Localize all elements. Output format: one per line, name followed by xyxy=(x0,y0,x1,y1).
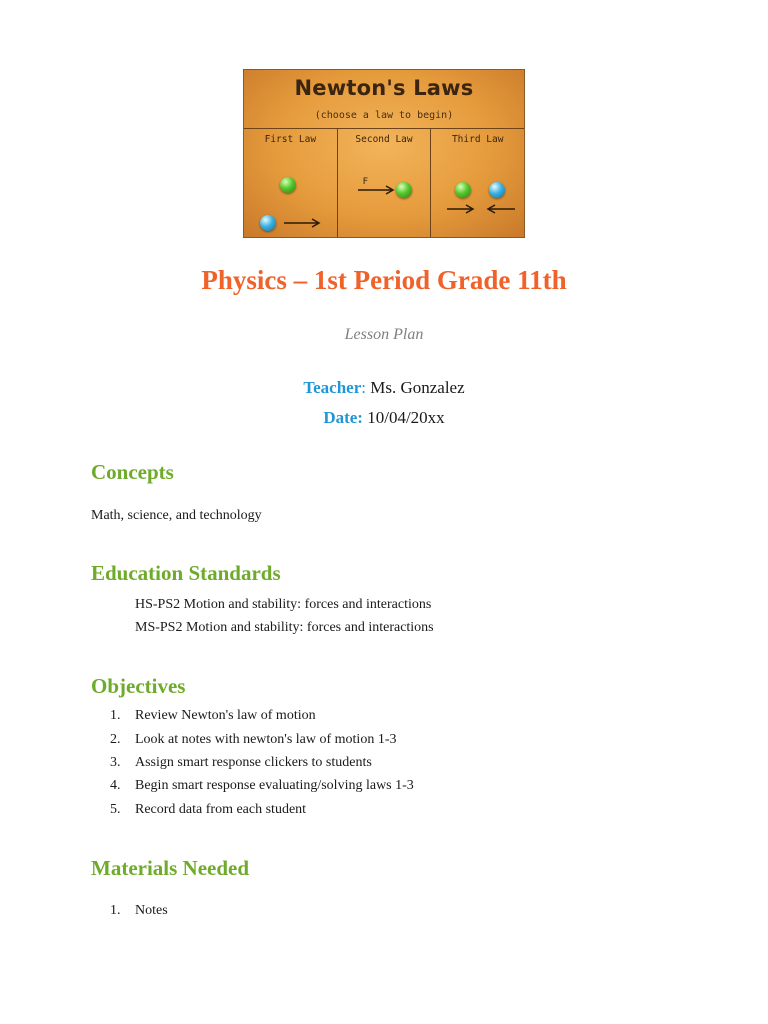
date-label: Date: xyxy=(323,408,363,427)
list-number: 5. xyxy=(110,802,121,817)
law-panels xyxy=(244,128,524,237)
blue-ball-icon xyxy=(489,182,505,198)
list-text: Look at notes with newton's law of motion 1-3 xyxy=(135,732,397,747)
list-text: Record data from each student xyxy=(135,802,307,817)
blue-ball-icon xyxy=(260,215,276,231)
image-subtitle: (choose a law to begin) xyxy=(314,110,454,121)
green-ball-icon xyxy=(396,182,412,198)
standards-heading: Education Standards xyxy=(91,561,281,585)
teacher-colon: : xyxy=(361,378,366,397)
materials-heading: Materials Needed xyxy=(91,856,250,880)
third-law-label: Third Law xyxy=(451,134,504,145)
green-ball-icon xyxy=(455,182,471,198)
newtons-laws-image xyxy=(243,69,525,238)
list-text: Notes xyxy=(135,903,168,918)
first-law-panel xyxy=(244,129,338,237)
force-label: F xyxy=(362,177,369,187)
document-title: Physics – 1st Period Grade 11th xyxy=(201,265,567,295)
list-text: Assign smart response clickers to students xyxy=(135,755,372,770)
document-subtitle: Lesson Plan xyxy=(344,326,424,343)
arrow-right-icon xyxy=(445,203,477,215)
date-line xyxy=(0,408,768,428)
first-law-label: First Law xyxy=(264,134,317,145)
arrow-left-icon xyxy=(485,203,517,215)
image-title: Newton's Laws xyxy=(294,76,474,100)
force-arrow-icon xyxy=(356,183,398,197)
arrow-right-icon xyxy=(282,217,324,229)
standard-item: MS-PS2 Motion and stability: forces and interactions xyxy=(135,620,434,635)
list-number: 3. xyxy=(110,755,121,770)
objectives-heading: Objectives xyxy=(91,674,186,698)
second-law-panel xyxy=(338,129,432,237)
list-text: Begin smart response evaluating/solving laws 1-3 xyxy=(135,778,414,793)
concepts-text: Math, science, and technology xyxy=(91,508,262,523)
list-number: 2. xyxy=(110,732,121,747)
teacher-value: Ms. Gonzalez xyxy=(370,378,465,397)
list-text: Review Newton's law of motion xyxy=(135,708,316,723)
teacher-line xyxy=(0,378,768,398)
standard-item: HS-PS2 Motion and stability: forces and interactions xyxy=(135,597,432,612)
list-number: 1. xyxy=(110,903,121,918)
date-value: 10/04/20xx xyxy=(367,408,445,427)
second-law-label: Second Law xyxy=(355,134,413,145)
list-number: 1. xyxy=(110,708,121,723)
green-ball-icon xyxy=(280,177,296,193)
list-number: 4. xyxy=(110,778,121,793)
concepts-heading: Concepts xyxy=(91,460,174,484)
third-law-panel xyxy=(431,129,524,237)
teacher-label: Teacher xyxy=(303,378,362,397)
